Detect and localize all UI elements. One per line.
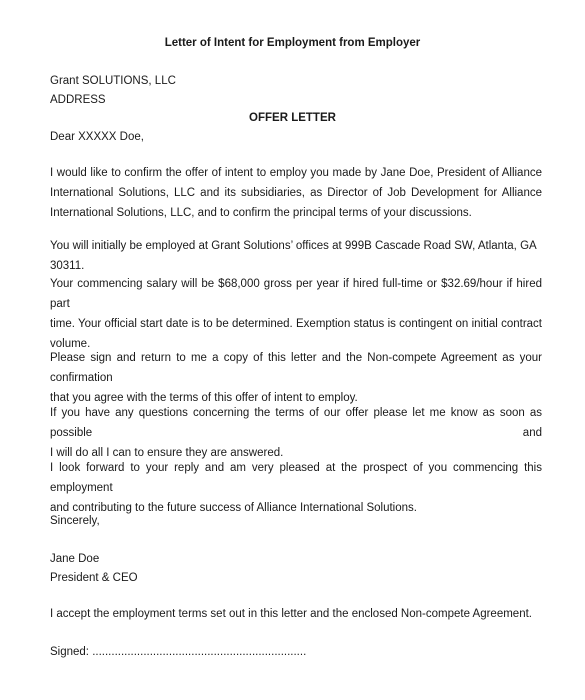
paragraph-questions [50, 403, 542, 463]
signature-line[interactable]: Signed: ................................................................... [50, 646, 307, 658]
paragraph-line: Please sign and return to me a copy of this letter and the Non-compete Agreement as your confirmation [50, 352, 542, 384]
paragraph-location [50, 236, 542, 276]
paragraph-line: I will do all I can to ensure they are answered. [50, 447, 284, 459]
paragraph-line: You will initially be employed at Grant Solutions’ offices at 999B Cascade Road SW, Atlanta, GA 30311. [50, 240, 537, 272]
signer-title: President & CEO [50, 572, 138, 584]
paragraph-closing-remarks [50, 458, 542, 518]
paragraph-line: International Solutions, LLC and its subsidiaries, as Director of Job Development for Alliance [50, 187, 542, 199]
document-title: Letter of Intent for Employment from Employer [164, 37, 421, 49]
paragraph-salary [50, 274, 542, 354]
paragraph-line: International Solutions, LLC, and to confirm the principal terms of your discussions. [50, 207, 472, 219]
paragraph-line: If you have any questions concerning the terms of our offer please let me know as soon as possible and [50, 407, 542, 439]
paragraph-line: I look forward to your reply and am very pleased at the prospect of you commencing this employment [50, 462, 542, 494]
acceptance-statement: I accept the employment terms set out in this letter and the enclosed Non-compete Agreement. [50, 608, 532, 620]
signer-name: Jane Doe [50, 553, 100, 565]
paragraph-line: Your commencing salary will be $68,000 gross per year if hired full-time or $32.69/hour if hired part [50, 278, 542, 310]
company-address: ADDRESS [50, 94, 106, 106]
paragraph-line: and contributing to the future success of Alliance International Solutions. [50, 502, 417, 514]
paragraph-sign-return [50, 348, 542, 408]
offer-letter-heading: OFFER LETTER [249, 112, 336, 124]
company-name: Grant SOLUTIONS, LLC [50, 75, 176, 87]
paragraph-line: that you agree with the terms of this offer of intent to employ. [50, 392, 358, 404]
paragraph-intent [50, 163, 542, 223]
salutation: Dear XXXXX Doe, [50, 131, 144, 143]
paragraph-line: I would like to confirm the offer of intent to employ you made by Jane Doe, President of Alliance [50, 167, 542, 179]
paragraph-line: volume. [50, 338, 91, 350]
paragraph-line: time. Your official start date is to be determined. Exemption status is contingent on initial contract [50, 318, 542, 330]
closing: Sincerely, [50, 515, 100, 527]
